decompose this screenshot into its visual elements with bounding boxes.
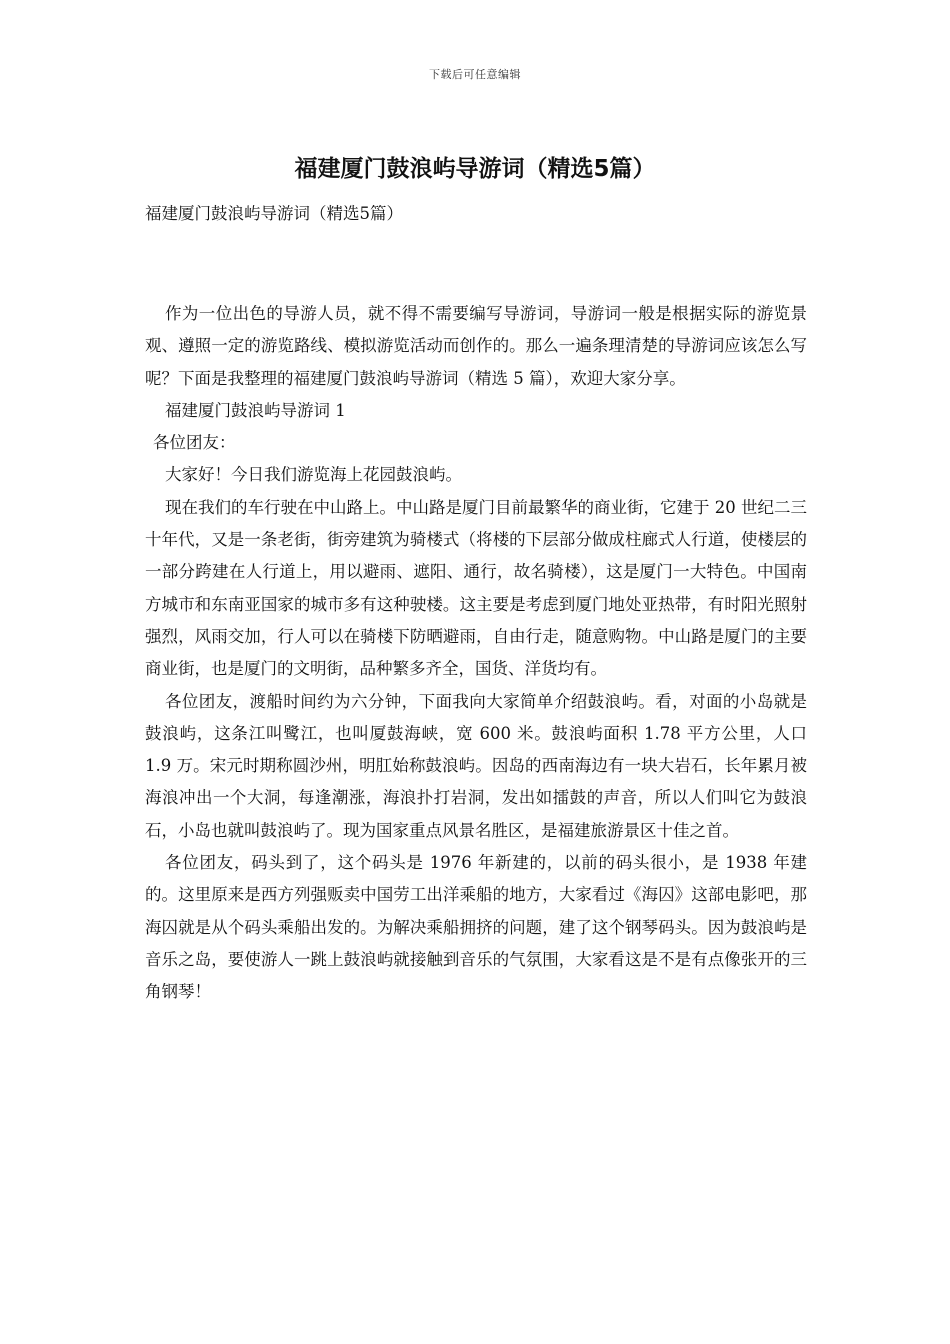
pier-paragraph: 各位团友，码头到了，这个码头是 1976 年新建的，以前的码头很小，是 1938 年建的。这里原来是西方列强贩卖中国劳工出洋乘船的地方，大家看过《海囚》这部电影吧，那海囚就是从个码头乘船出发的。为解决乘船拥挤的问题，建了这个钢琴码头。因为鼓浪屿是音乐之岛，要使游人一跳上鼓浪屿就接触到音乐的气氛围，大家看这是不是有点像张开的三角钢琴！	[145, 853, 807, 1002]
section-heading: 福建厦门鼓浪屿导游词 1	[165, 400, 346, 420]
zhongshan-paragraph: 现在我们的车行驶在中山路上。中山路是厦门目前最繁华的商业街，它建于 20 世纪二三十年代，又是一条老街，街旁建筑为骑楼式（将楼的下层部分做成柱廊式人行道，使楼层的一部分跨建在人行道上，用以避雨、遮阳、通行，故名骑楼），这是厦门一大特色。中国南方城市和东南亚国家的城市多有这种驶楼。这主要是考虑到厦门地处亚热带，有时阳光照射强烈，风雨交加，行人可以在骑楼下防晒避雨，自由行走，随意购物。中山路是厦门的主要商业街，也是厦门的文明街，品种繁多齐全，国货、洋货均有。	[145, 497, 807, 679]
document-subtitle: 福建厦门鼓浪屿导游词（精选5篇）	[145, 204, 403, 223]
greeting-line: 各位团友：	[153, 433, 236, 453]
hello-paragraph: 大家好！今日我们游览海上花园鼓浪屿。	[165, 465, 462, 485]
intro-paragraph: 作为一位出色的导游人员，就不得不需要编写导游词，导游词一般是根据实际的游览景观、遵照一定的游览路线、模拟游览活动而创作的。那么一遍条理清楚的导游词应该怎么写呢？下面是我整理的福建厦门鼓浪屿导游词（精选 5 篇），欢迎大家分享。	[145, 304, 807, 388]
header-note: 下载后可任意编辑	[429, 68, 521, 81]
ferry-paragraph: 各位团友，渡船时间约为六分钟，下面我向大家简单介绍鼓浪屿。看，对面的小岛就是鼓浪屿，这条江叫鹭江，也叫厦鼓海峡，宽 600 米。鼓浪屿面积 1.78 平方公里，人口 1.9 万。宋元时期称圆沙州，明肛始称鼓浪屿。因岛的西南海边有一块大岩石，长年累月被海浪冲出一个大洞，每逢潮涨，海浪扑打岩洞，发出如擂鼓的声音，所以人们叫它为鼓浪石，小岛也就叫鼓浪屿了。现为国家重点风景名胜区，是福建旅游景区十佳之首。	[145, 691, 807, 840]
document-body	[145, 298, 807, 1009]
document-title: 福建厦门鼓浪屿导游词（精选5篇）	[294, 156, 656, 182]
